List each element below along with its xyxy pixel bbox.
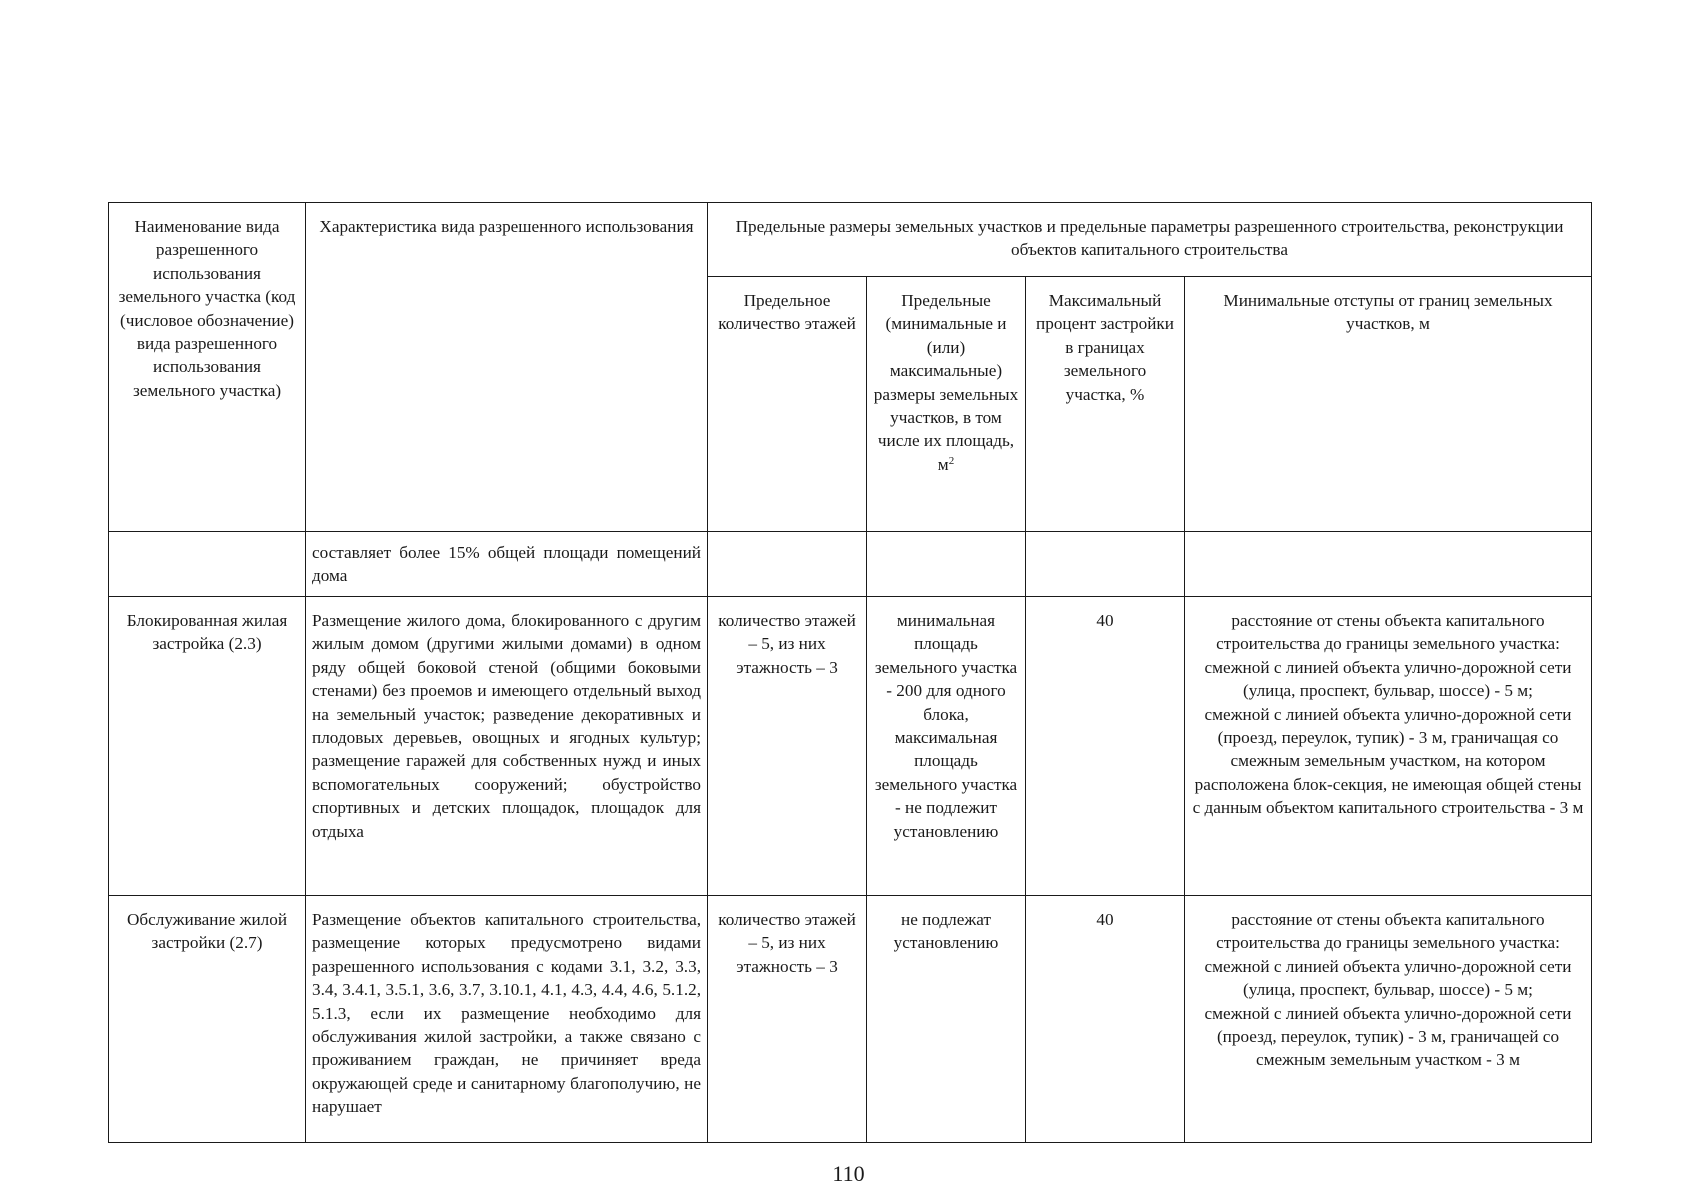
row-setbacks (1185, 896, 1592, 1143)
header-row-1 (109, 203, 1592, 277)
row-characteristic: Размещение объектов капитального строительства, размещение которых предусмотрено видами разрешенного использования с кодами 3.1, 3.2, 3.3, 3.4, 3.4.1, 3.5.1, 3.6, 3.7, 3.10.1, 4.1, 4.3, 4.4, 4.6, 5.1.2, 5.1.3, если их размещение необходимо для обслуживания жилой застройки, а также связано с проживанием граждан, не причиняет вреда окружающей среде и санитарному благополучию, не нарушает (306, 896, 708, 1143)
row-plot-size (867, 532, 1026, 597)
header-characteristic: Характеристика вида разрешенного использования (306, 203, 708, 532)
row-plot-size: минимальная площадь земельного участка - 200 для одного блока, максимальная площадь земельного участка - не подлежит установлению (867, 597, 1026, 896)
header-setbacks: Минимальные отступы от границ земельных участков, м (1185, 276, 1592, 531)
row-name: Блокированная жилая застройка (2.3) (109, 597, 306, 896)
row-plot-size: не подлежат установлению (867, 896, 1026, 1143)
table-row (109, 896, 1592, 1143)
header-plot-size-text: Предельные (минимальные и (или) максимальные) размеры земельных участков, в том числе их площадь, м (873, 290, 1019, 474)
row-coverage: 40 (1026, 597, 1185, 896)
row-floors: количество этажей – 5, из них этажность – 3 (708, 896, 867, 1143)
setback-item: расстояние от стены объекта капитального строительства до границы земельного участка: смежной с линией объекта улично-дорожной сети (улица, проспект, бульвар, шоссе) - 5 м; (1204, 611, 1572, 701)
header-floors: Предельное количество этажей (708, 276, 867, 531)
setback-item: смежной с линией объекта улично-дорожной сети (проезд, переулок, тупик) - 3 м, граничащая со смежным земельным участком, на котором расположена блок-секция, не имеющая общей стены с данным объектом капитального строительства - 3 м (1192, 704, 1584, 818)
row-floors: количество этажей – 5, из них этажность – 3 (708, 597, 867, 896)
table-row (109, 597, 1592, 896)
row-name: Обслуживание жилой застройки (2.7) (109, 896, 306, 1143)
header-limits-group: Предельные размеры земельных участков и предельные параметры разрешенного строительства, реконструкции объектов капитального строительства (708, 203, 1592, 277)
row-characteristic: Размещение жилого дома, блокированного с другим жилым домом (другими жилыми домами) в одном ряду общей боковой стеной (общими боковыми стенами) без проемов и имеющего отдельный выход на земельный участок; разведение декоративных и плодовых деревьев, овощных и ягодных культур; размещение гаражей для собственных нужд и иных вспомогательных сооружений; обустройство спортивных и детских площадок, площадок для отдыха (306, 597, 708, 896)
land-use-regulations-table (108, 202, 1592, 1143)
row-coverage: 40 (1026, 896, 1185, 1143)
page-number: 110 (832, 1161, 865, 1186)
setback-item: смежной с линией объекта улично-дорожной сети (проезд, переулок, тупик) - 3 м, граничащей со смежным земельным участком - 3 м (1204, 1003, 1572, 1070)
row-floors (708, 532, 867, 597)
header-plot-size (867, 276, 1026, 531)
setback-item: расстояние от стены объекта капитального строительства до границы земельного участка: смежной с линией объекта улично-дорожной сети (улица, проспект, бульвар, шоссе) - 5 м; (1204, 910, 1572, 1000)
row-name (109, 532, 306, 597)
header-coverage: Максимальный процент застройки в границах земельного участка, % (1026, 276, 1185, 531)
header-plot-size-sup: 2 (948, 454, 955, 467)
row-setbacks (1185, 597, 1592, 896)
row-coverage (1026, 532, 1185, 597)
header-name: Наименование вида разрешенного использования земельного участка (код (числовое обозначение) вида разрешенного использования земельного участка) (109, 203, 306, 532)
row-characteristic: составляет более 15% общей площади помещений дома (306, 532, 708, 597)
row-setbacks (1185, 532, 1592, 597)
table-row (109, 532, 1592, 597)
